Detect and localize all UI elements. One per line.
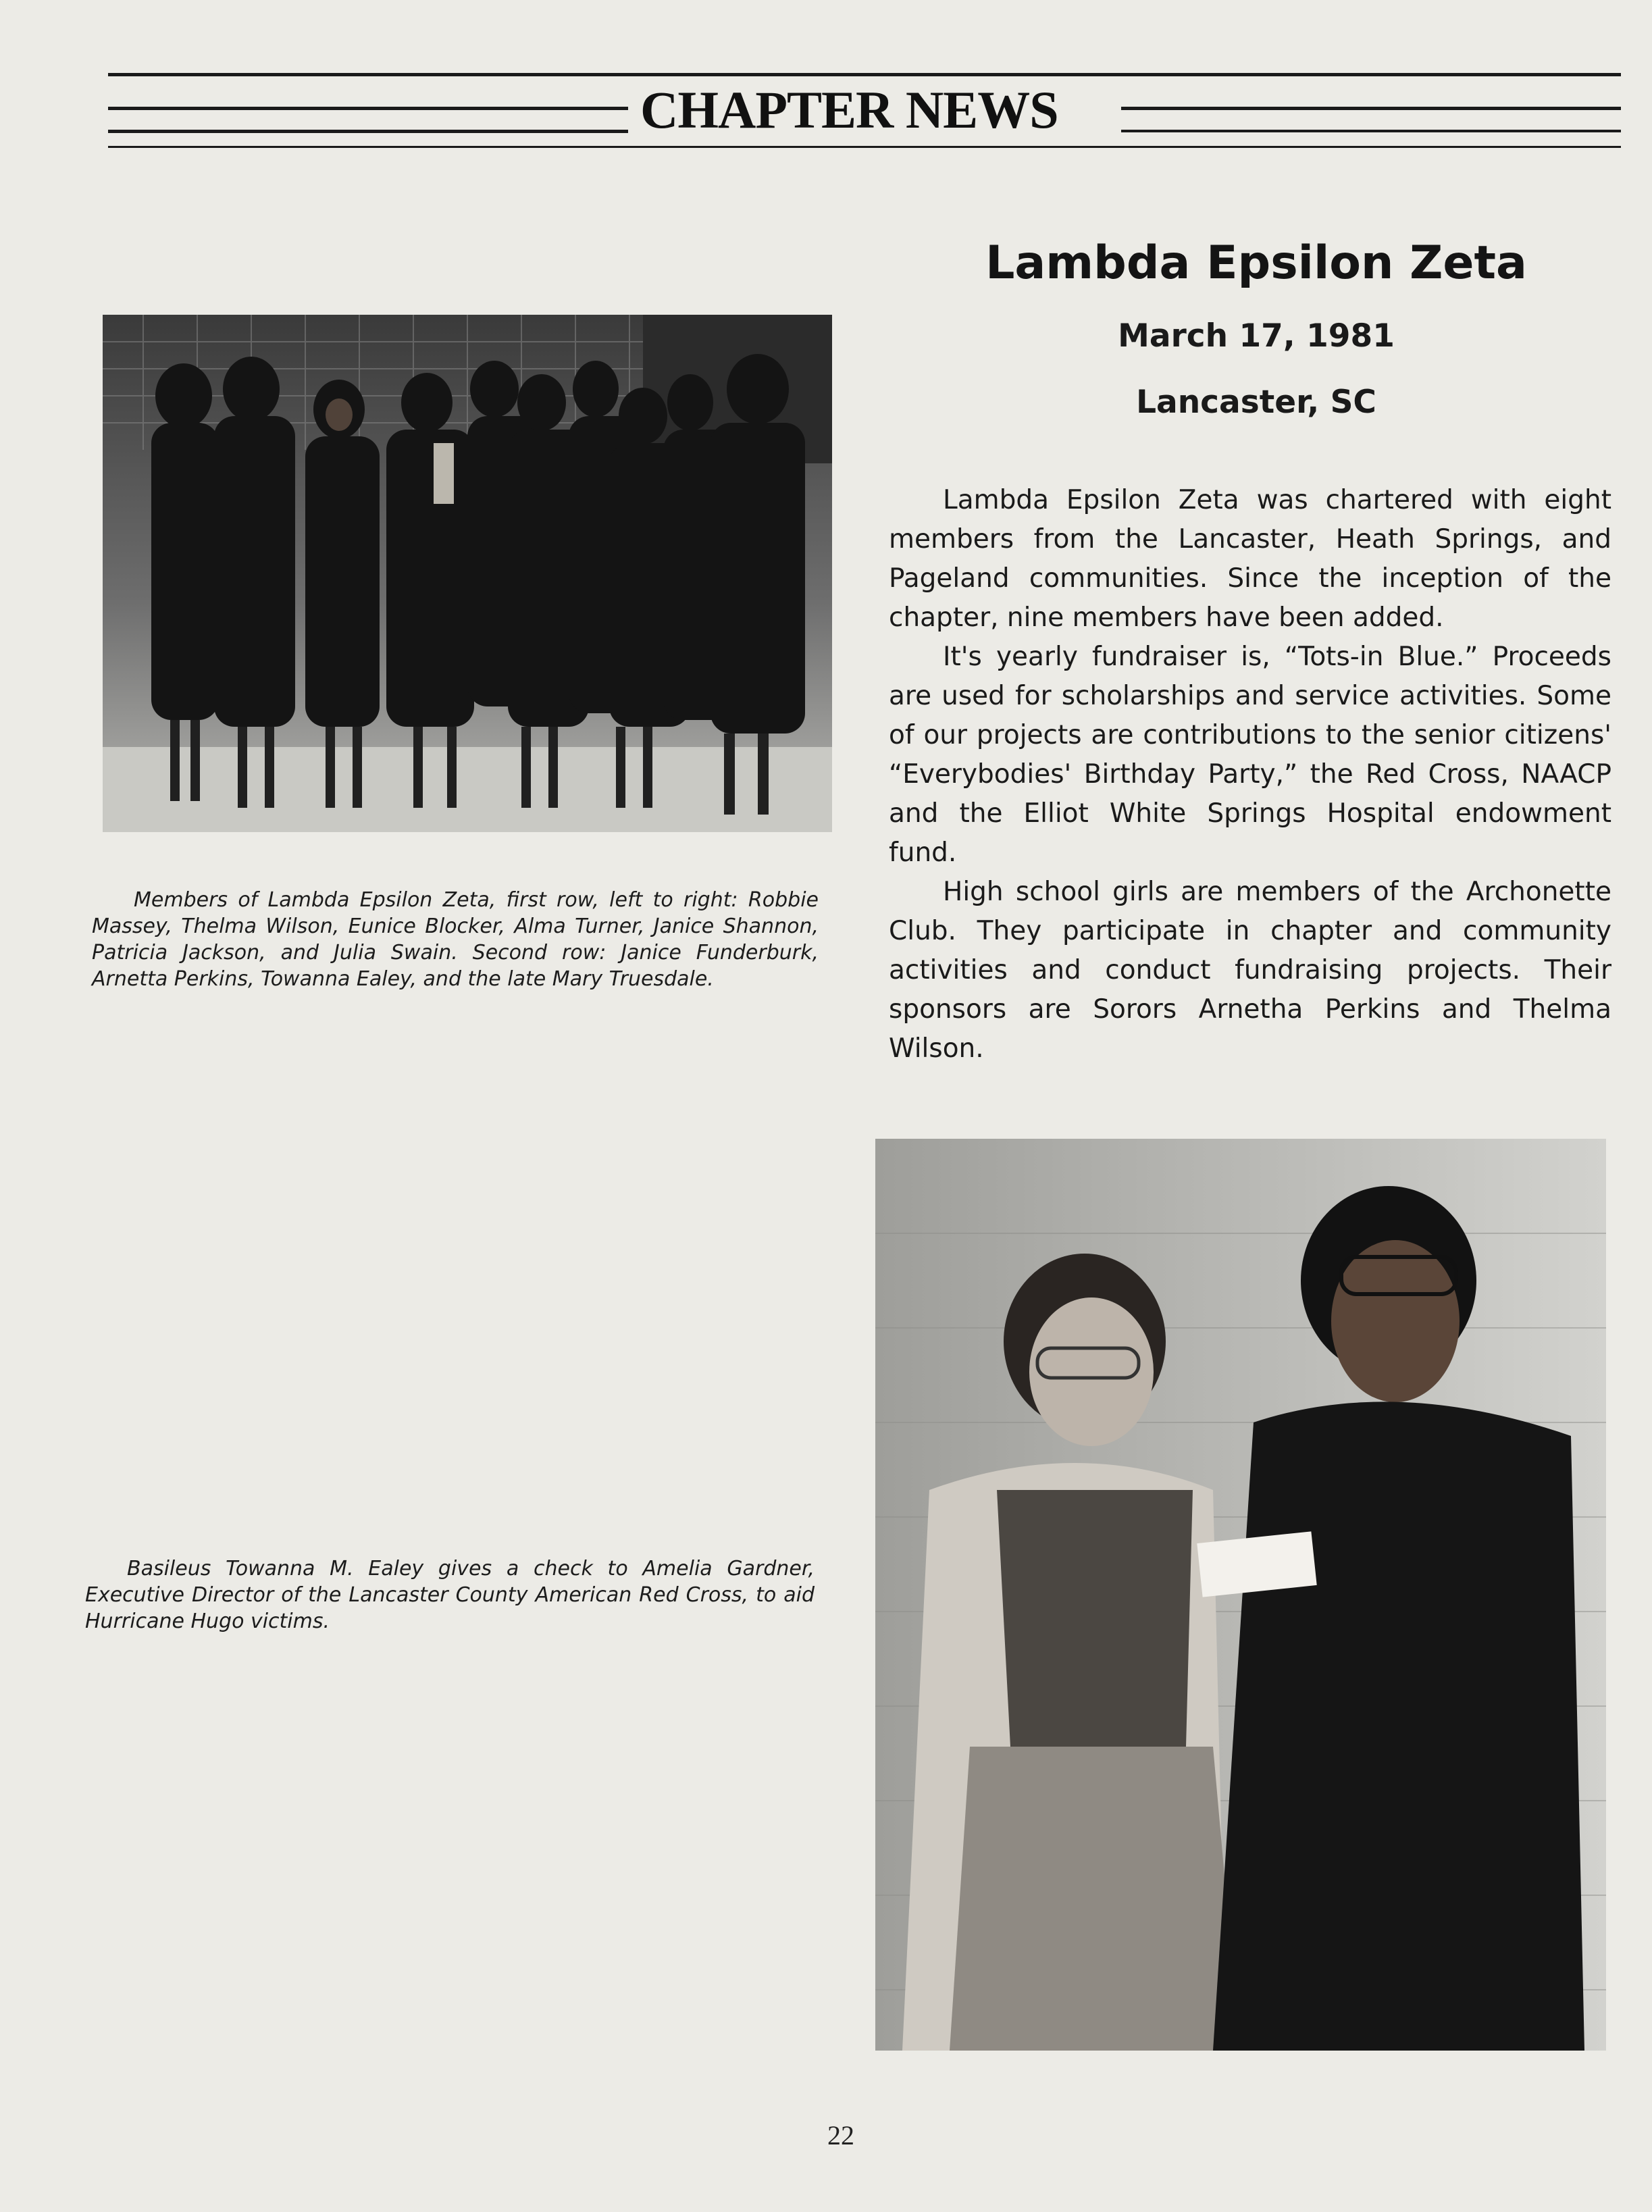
article-location: Lancaster, SC: [1136, 384, 1376, 421]
article-paragraph: High school girls are members of the Archonette Club. They participate in chapter and community activities and conduct fundraising projects. Their sponsors are Sorors Arnetha Perkins and Thelma Wilson.: [889, 877, 1611, 1064]
section-title: CHAPTER NEWS: [640, 80, 1058, 139]
header-rule-right-upper: [1121, 107, 1621, 110]
header-rule-right-lower: [1121, 130, 1621, 132]
article-title: Lambda Epsilon Zeta: [985, 236, 1527, 290]
group-photo-caption: Members of Lambda Epsilon Zeta, first row, left to right: Robbie Massey, Thelma Wilson, Eunice Blocker, Alma Turner, Janice Shannon, Patricia Jackson, and Julia Swain. Second row: Janice Funderburk, Arnetta Perkins, Towanna Ealey, and the late Mary Truesdale.: [92, 888, 819, 991]
header-rule-bottom: [108, 146, 1621, 148]
article-paragraph: It's yearly fundraiser is, “Tots-in Blue.” Proceeds are used for scholarships and service activities. Some of our projects are contributions to the senior citizens' “Everybodies' Birthday Party,” the Red Cross, NAACP and the Elliot White Springs Hospital endowment fund.: [889, 642, 1611, 868]
check-photo-caption: Basileus Towanna M. Ealey gives a check to Amelia Gardner, Executive Director of the Lancaster County American Red Cross, to aid Hurricane Hugo victims.: [85, 1557, 815, 1633]
group-photo: [103, 315, 832, 832]
article-date: March 17, 1981: [1118, 317, 1395, 355]
page-number: 22: [827, 2120, 854, 2151]
header-rule-left-upper: [108, 107, 628, 110]
article-paragraph: Lambda Epsilon Zeta was chartered with eight members from the Lancaster, Heath Springs, and Pageland communities. Since the inception of the chapter, nine members have been added.: [889, 485, 1611, 633]
check-presentation-photo: [875, 1139, 1606, 2051]
header-rule-left-lower: [108, 130, 628, 133]
header-rule-top: [108, 73, 1621, 76]
article-body: [889, 481, 1611, 1069]
